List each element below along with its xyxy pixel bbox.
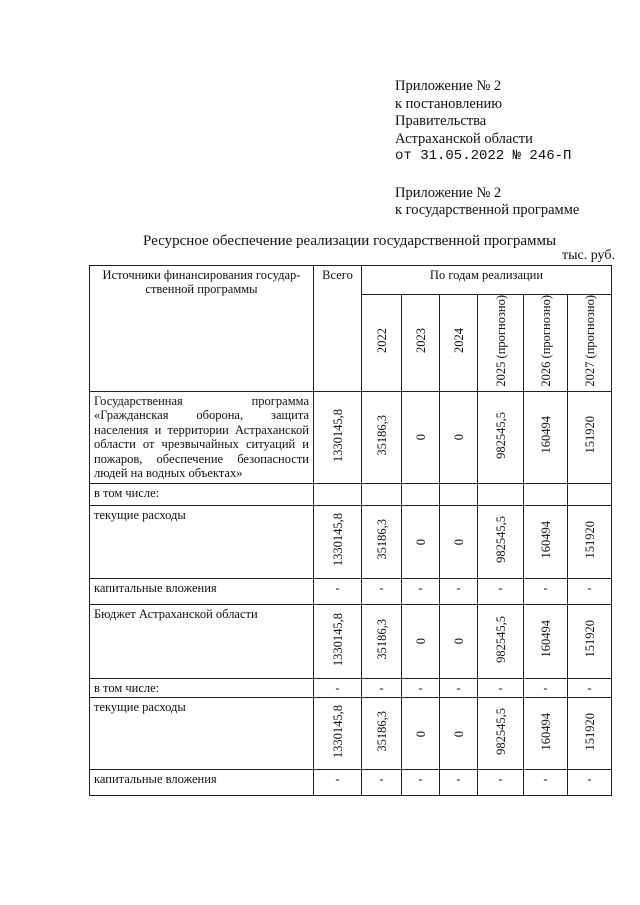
cell-value: 1330145,8 — [314, 698, 362, 770]
cell-value: 982545,5 — [478, 698, 524, 770]
cell-value: 0 — [440, 698, 478, 770]
program-appendix-label: Приложение № 2 — [395, 184, 502, 201]
cell-value: 35186,3 — [362, 505, 402, 578]
row-label: Бюджет Астраханской области — [90, 604, 314, 678]
appendix-label: Приложение № 2 — [395, 78, 502, 94]
cell-value: - — [524, 678, 568, 698]
year-header: 2024 — [440, 295, 478, 392]
year-header: 2025 (прогнозно) — [478, 295, 524, 392]
table-row — [90, 391, 612, 483]
cell-value: 0 — [402, 604, 440, 678]
cell-value: - — [402, 578, 440, 604]
cell-value: - — [440, 578, 478, 604]
col-source-header: Источники финансирования государ-ственной программы — [90, 266, 314, 392]
program-ref: к государственной программе — [395, 202, 580, 218]
units-label: тыс. руб. — [562, 248, 615, 263]
row-label: в том числе: — [90, 483, 314, 505]
col-total-header: Всего — [314, 266, 362, 392]
cell-value: 151920 — [568, 505, 612, 578]
cell-value: 35186,3 — [362, 391, 402, 483]
year-header: 2026 (прогнозно) — [524, 295, 568, 392]
cell-value: - — [362, 770, 402, 796]
page-title: Ресурсное обеспечение реализации государственной программы — [143, 233, 557, 249]
cell-value: - — [524, 770, 568, 796]
cell-value: - — [440, 770, 478, 796]
cell-value: 151920 — [568, 391, 612, 483]
cell-value: 982545,5 — [478, 391, 524, 483]
cell-value: 1330145,8 — [314, 604, 362, 678]
cell-value: - — [314, 578, 362, 604]
row-label: в том числе: — [90, 678, 314, 698]
resolution-date-number: от 31.05.2022 № 246-П — [395, 148, 572, 164]
cell-value: 0 — [402, 698, 440, 770]
document-header — [395, 78, 579, 220]
cell-value: - — [568, 770, 612, 796]
year-header: 2023 — [402, 295, 440, 392]
cell-value: - — [478, 678, 524, 698]
row-label: капитальные вложения — [90, 770, 314, 796]
cell-value: 160494 — [524, 505, 568, 578]
cell-value: 35186,3 — [362, 604, 402, 678]
cell-value: - — [440, 678, 478, 698]
cell-value: 151920 — [568, 604, 612, 678]
cell-value: - — [362, 578, 402, 604]
row-label: текущие расходы — [90, 698, 314, 770]
year-header: 2027 (прогнозно) — [568, 295, 612, 392]
table-row — [90, 604, 612, 678]
cell-value: - — [314, 770, 362, 796]
year-header: 2022 — [362, 295, 402, 392]
cell-value: 1330145,8 — [314, 505, 362, 578]
cell-value: - — [478, 770, 524, 796]
table-row — [90, 678, 612, 698]
cell-value: - — [314, 678, 362, 698]
col-years-header: По годам реализации — [362, 266, 612, 295]
cell-value: 0 — [440, 391, 478, 483]
row-label: капитальные вложения — [90, 578, 314, 604]
cell-value: - — [402, 678, 440, 698]
table-row — [90, 578, 612, 604]
cell-value: 160494 — [524, 698, 568, 770]
table-row — [90, 770, 612, 796]
cell-value: - — [568, 578, 612, 604]
row-label: Государственная программа «Гражданская оборона, защита населения и территории Астраханской области от чрезвычайных ситуаций и пожаров, обеспечение безопасности людей на водных объектах» — [90, 391, 314, 483]
row-label: текущие расходы — [90, 505, 314, 578]
cell-value: - — [402, 770, 440, 796]
cell-value: 1330145,8 — [314, 391, 362, 483]
cell-value: 0 — [402, 391, 440, 483]
table-row — [90, 698, 612, 770]
cell-value: 0 — [440, 604, 478, 678]
cell-value: 982545,5 — [478, 604, 524, 678]
cell-value: 35186,3 — [362, 698, 402, 770]
cell-value: - — [362, 678, 402, 698]
cell-value: 982545,5 — [478, 505, 524, 578]
cell-value: 160494 — [524, 604, 568, 678]
cell-value: - — [478, 578, 524, 604]
table-row — [90, 505, 612, 578]
cell-value: 160494 — [524, 391, 568, 483]
cell-value: - — [524, 578, 568, 604]
cell-value: 0 — [440, 505, 478, 578]
cell-value: 0 — [402, 505, 440, 578]
cell-value: - — [568, 678, 612, 698]
government-ref: Правительства — [395, 113, 487, 129]
region-ref: Астраханской области — [395, 130, 533, 147]
cell-value: 151920 — [568, 698, 612, 770]
resolution-ref: к постановлению — [395, 95, 503, 112]
table-row — [90, 483, 612, 505]
resource-table — [89, 265, 612, 796]
